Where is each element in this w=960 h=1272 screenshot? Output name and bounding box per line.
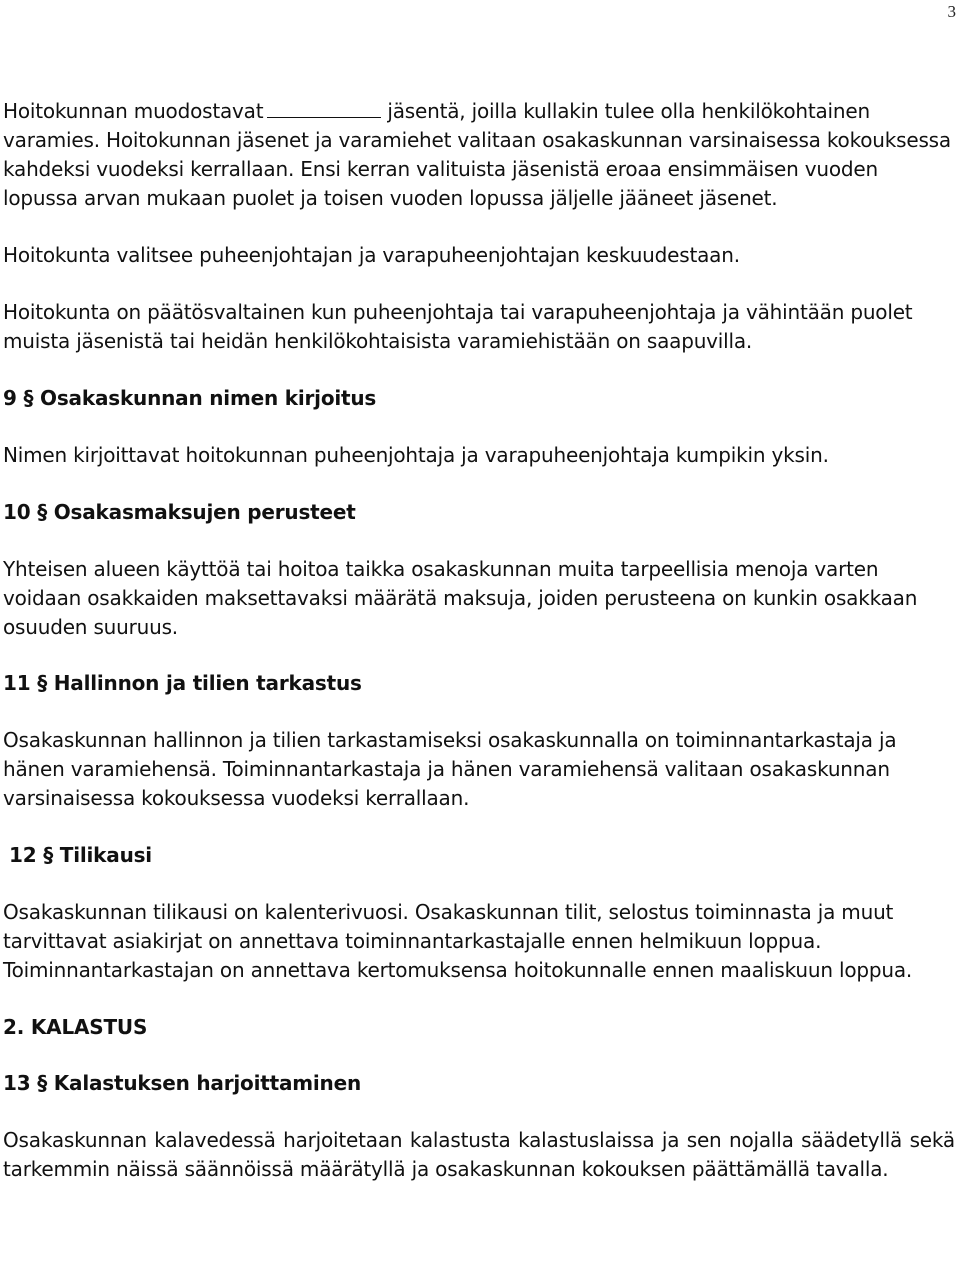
fill-in-blank <box>267 99 381 118</box>
chapter-heading-fishing: 2. KALASTUS <box>3 1015 148 1039</box>
paragraph-text: Hoitokunnan muodostavat <box>3 99 264 123</box>
paragraph-quorum: Hoitokunta on päätösvaltainen kun puheenjohtaja tai varapuheenjohtaja ja vähintään puolet muista jäsenistä tai heidän henkilökohtaisista varamiehistään on saapuvilla. <box>3 300 913 353</box>
section-heading-13: 13 § Kalastuksen harjoittaminen <box>3 1071 361 1095</box>
paragraph-text: jäsentä, joilla kullakin tulee olla henkilökohtainen varamies. Hoitokunnan jäsenet ja varamiehet valitaan osakaskunnan varsinaisessa kokouksessa kahdeksi vuodeksi kerrallaan. Ensi kerran valituista jäsenistä eroaa ensimmäisen vuoden lopussa arvan mukaan puolet ja toisen vuoden lopussa jäljelle jääneet jäsenet. <box>3 99 951 210</box>
section-heading-9: 9 § Osakaskunnan nimen kirjoitus <box>3 386 377 410</box>
paragraph-chair-election: Hoitokunta valitsee puheenjohtajan ja varapuheenjohtajan keskuudestaan. <box>3 243 740 267</box>
paragraph-member-fees: Yhteisen alueen käyttöä tai hoitoa taikka osakaskunnan muita tarpeellisia menoja varten voidaan osakkaiden maksettavaksi määrätä maksuja, joiden perusteena on kunkin osakkaan osuuden suuruus. <box>3 557 918 639</box>
paragraph-audit: Osakaskunnan hallinnon ja tilien tarkastamiseksi osakaskunnalla on toiminnantarkastaja ja hänen varamiehensä. Toiminnantarkastaja ja hänen varamiehensä valitaan osakaskunnan varsinaisessa kokouksessa vuodeksi kerrallaan. <box>3 728 897 810</box>
paragraph-fiscal-year: Osakaskunnan tilikausi on kalenterivuosi. Osakaskunnan tilit, selostus toiminnasta ja muut tarvittavat asiakirjat on annettava toiminnantarkastajalle ennen helmikuun loppua. Toiminnantarkastajan on annettava kertomuksensa hoitokunnalle ennen maaliskuun loppua. <box>3 900 913 982</box>
document-body <box>3 97 955 1184</box>
paragraph-board-composition <box>3 97 955 213</box>
section-heading-11: 11 § Hallinnon ja tilien tarkastus <box>3 671 362 695</box>
page-number: 3 <box>947 2 956 21</box>
section-heading-12: 12 § Tilikausi <box>9 843 152 867</box>
paragraph-fishing-practice: Osakaskunnan kalavedessä harjoitetaan kalastusta kalastuslaissa ja sen nojalla säädetyllä sekä tarkemmin näissä säännöissä määrätyllä ja osakaskunnan kokouksen päättämällä tavalla. <box>3 1128 955 1181</box>
section-heading-10: 10 § Osakasmaksujen perusteet <box>3 500 356 524</box>
paragraph-signatories: Nimen kirjoittavat hoitokunnan puheenjohtaja ja varapuheenjohtaja kumpikin yksin. <box>3 443 829 467</box>
